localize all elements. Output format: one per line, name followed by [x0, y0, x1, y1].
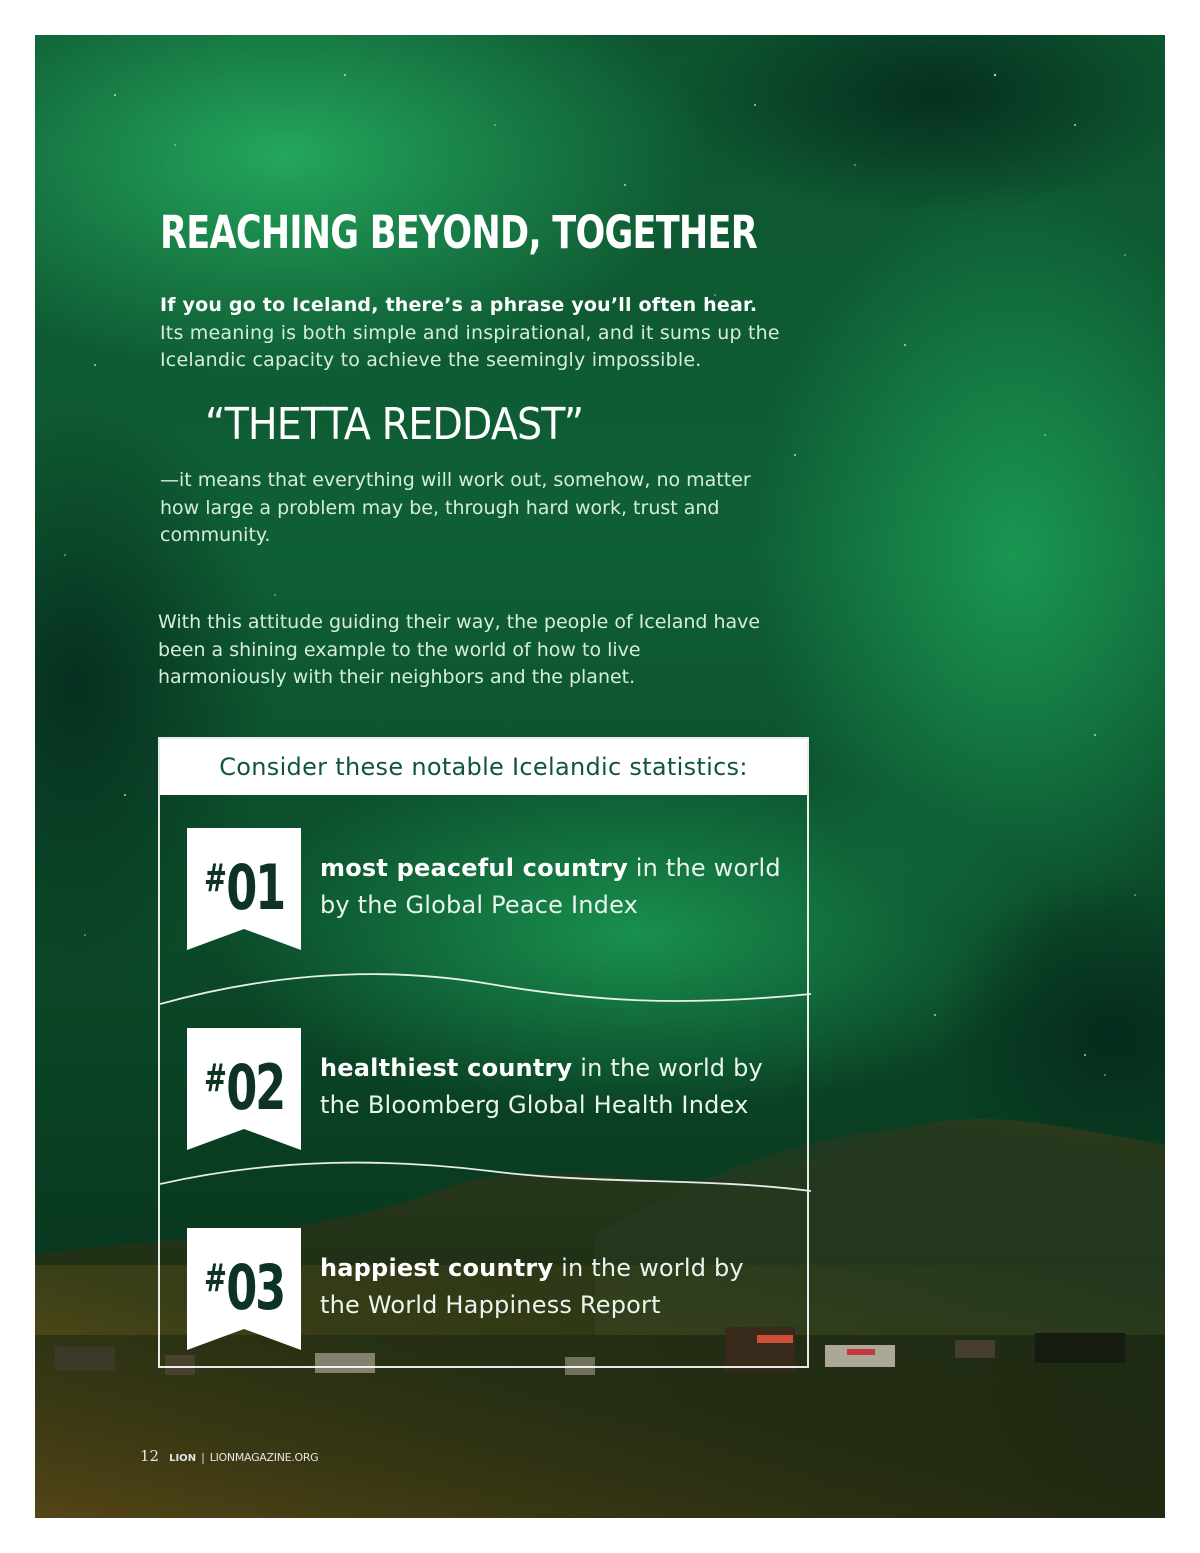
- magazine-name: LION: [169, 1453, 197, 1464]
- rank-badge: [187, 1028, 301, 1150]
- magazine-page: [35, 35, 1165, 1518]
- magazine-website-link[interactable]: LIONMAGAZINE.ORG: [209, 1451, 319, 1464]
- rank-number: #02: [203, 1051, 285, 1124]
- attitude-paragraph: With this attitude guiding their way, the people of Iceland have been a shining example to the world of how to live harmoniously with their neighbors and the planet.: [158, 611, 761, 688]
- intro-paragraph: [160, 292, 780, 375]
- page-footer: [140, 1447, 318, 1465]
- stat-highlight: healthiest country: [320, 1054, 573, 1082]
- intro-lead: If you go to Iceland, there’s a phrase you’ll often hear.: [160, 294, 758, 316]
- phrase-meaning: —it means that everything will work out, somehow, no matter how large a problem may be, through hard work, trust and community.: [160, 469, 751, 546]
- stat-highlight: happiest country: [320, 1254, 554, 1282]
- stat-description: most peaceful country in the world by the Global Peace Index: [320, 854, 781, 919]
- rank-number: #03: [203, 1251, 285, 1324]
- icelandic-phrase: “THETTA REDDAST”: [205, 399, 584, 450]
- stat-description: healthiest country in the world by the Bloomberg Global Health Index: [320, 1054, 763, 1119]
- page-number: 12: [140, 1447, 160, 1465]
- rank-badge: [187, 1228, 301, 1350]
- footer-separator: |: [201, 1451, 205, 1464]
- stat-highlight: most peaceful country: [320, 854, 628, 882]
- rank-badge: [187, 828, 301, 950]
- statistics-header: Consider these notable Icelandic statistics:: [160, 739, 807, 795]
- rank-number: #01: [203, 851, 285, 924]
- intro-rest: Its meaning is both simple and inspirational, and it sums up the Icelandic capacity to achieve the seemingly impossible.: [160, 321, 780, 371]
- stat-description: happiest country in the world by the World Happiness Report: [320, 1254, 744, 1319]
- article-title: REACHING BEYOND, TOGETHER: [160, 206, 757, 259]
- statistics-box: [158, 737, 809, 1368]
